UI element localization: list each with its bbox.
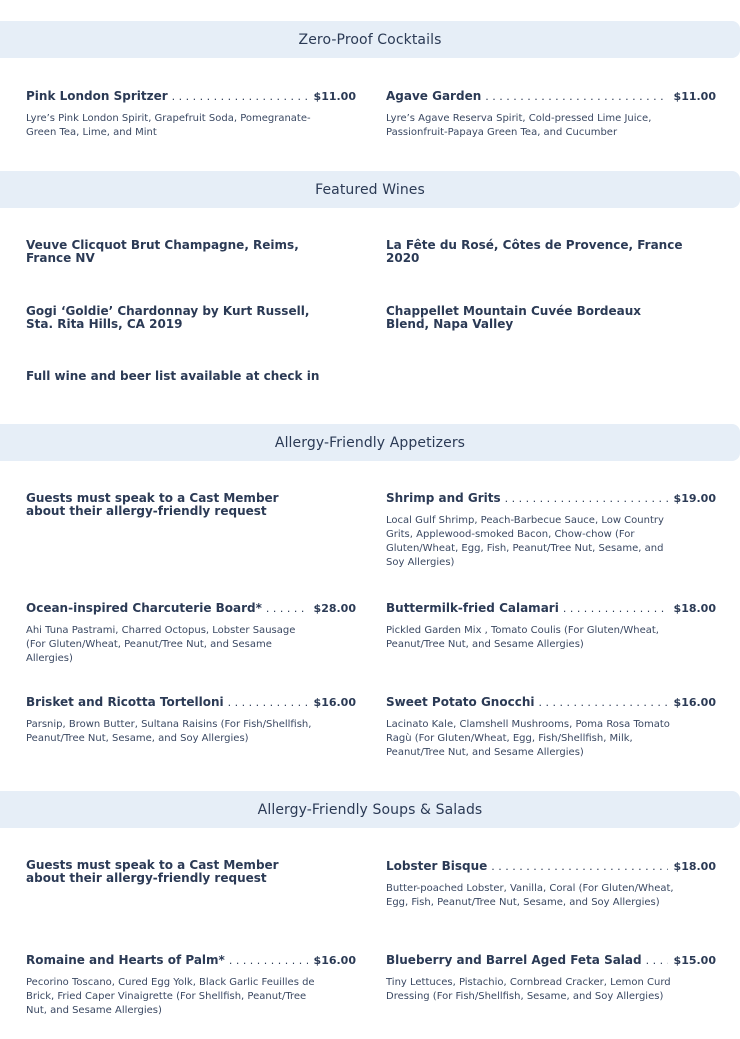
item-name: Lobster Bisque bbox=[386, 859, 488, 873]
menu-item bbox=[386, 601, 716, 652]
menu-item bbox=[386, 859, 716, 910]
menu-item bbox=[26, 89, 356, 140]
item-description: Parsnip, Brown Butter, Sultana Raisins (For Fish/Shellfish, Peanut/Tree Nut, Sesame, and Soy Allergies) bbox=[26, 719, 312, 744]
menu-item bbox=[26, 953, 356, 1018]
item-description: Lacinato Kale, Clamshell Mushrooms, Poma Rosa Tomato Ragù (For Gluten/Wheat, Egg, Fish/Shellfish, Milk, Peanut/Tree Nut, and Sesame Allergies) bbox=[386, 719, 670, 758]
menu-item bbox=[386, 89, 716, 140]
wine-item: Veuve Clicquot Brut Champagne, Reims, France NV bbox=[26, 238, 299, 265]
item-name: Shrimp and Grits bbox=[386, 491, 501, 505]
item-price: $16.00 bbox=[673, 696, 716, 709]
item-name: Pink London Spritzer bbox=[26, 89, 168, 103]
menu-item bbox=[386, 953, 716, 1004]
item-name: Romaine and Hearts of Palm* bbox=[26, 953, 225, 967]
dot-leader bbox=[266, 602, 308, 615]
dot-leader bbox=[563, 602, 668, 615]
item-description: Butter-poached Lobster, Vanilla, Coral (For Gluten/Wheat, Egg, Fish, Peanut/Tree Nut, Sesame, and Soy Allergies) bbox=[386, 883, 674, 908]
allergy-note: Guests must speak to a Cast Member about their allergy-friendly request bbox=[26, 491, 279, 518]
item-description: Tiny Lettuces, Pistachio, Cornbread Cracker, Lemon Curd Dressing (For Fish/Shellfish, Sesame, and Soy Allergies) bbox=[386, 977, 671, 1002]
menu-item bbox=[386, 695, 716, 760]
item-price: $28.00 bbox=[313, 602, 356, 615]
dot-leader bbox=[229, 954, 308, 967]
item-name: Sweet Potato Gnocchi bbox=[386, 695, 535, 709]
item-description: Pecorino Toscano, Cured Egg Yolk, Black Garlic Feuilles de Brick, Fried Caper Vinaigrette (For Shellfish, Peanut/Tree Nut, and Sesame Allergies) bbox=[26, 977, 315, 1016]
item-price: $11.00 bbox=[673, 90, 716, 103]
wine-item: Gogi ‘Goldie’ Chardonnay by Kurt Russell, Sta. Rita Hills, CA 2019 bbox=[26, 304, 310, 331]
item-price: $16.00 bbox=[313, 954, 356, 967]
dot-leader bbox=[228, 696, 308, 709]
section-header-soups-salads bbox=[0, 791, 740, 828]
menu-item bbox=[386, 491, 716, 570]
item-name: Brisket and Ricotta Tortelloni bbox=[26, 695, 224, 709]
item-price: $18.00 bbox=[673, 860, 716, 873]
item-name: Buttermilk-fried Calamari bbox=[386, 601, 559, 615]
item-name: Ocean-inspired Charcuterie Board* bbox=[26, 601, 262, 615]
section-title: Zero-Proof Cocktails bbox=[298, 31, 442, 48]
item-price: $18.00 bbox=[673, 602, 716, 615]
dot-leader bbox=[646, 954, 668, 967]
menu-item bbox=[26, 601, 356, 666]
section-title: Featured Wines bbox=[315, 181, 425, 198]
item-name: Blueberry and Barrel Aged Feta Salad bbox=[386, 953, 642, 967]
wine-item: La Fête du Rosé, Côtes de Provence, France 2020 bbox=[386, 238, 683, 265]
dot-leader bbox=[491, 860, 667, 873]
section-header-zero-proof bbox=[0, 21, 740, 58]
wine-list-note: Full wine and beer list available at check in bbox=[26, 369, 320, 383]
item-description: Lyre’s Agave Reserva Spirit, Cold-pressed Lime Juice, Passionfruit-Papaya Green Tea, and Cucumber bbox=[386, 113, 652, 138]
section-title: Allergy-Friendly Soups & Salads bbox=[257, 801, 483, 818]
dot-leader bbox=[505, 492, 668, 505]
item-name: Agave Garden bbox=[386, 89, 482, 103]
dot-leader bbox=[172, 90, 308, 103]
menu-item bbox=[26, 695, 356, 746]
item-description: Local Gulf Shrimp, Peach-Barbecue Sauce, Low Country Grits, Applewood-smoked Bacon, Chow-chow (For Gluten/Wheat, Egg, Fish, Peanut/Tree Nut, Sesame, and Soy Allergies) bbox=[386, 515, 664, 568]
wine-item: Chappellet Mountain Cuvée Bordeaux Blend, Napa Valley bbox=[386, 304, 642, 331]
item-price: $15.00 bbox=[673, 954, 716, 967]
item-price: $11.00 bbox=[313, 90, 356, 103]
section-title: Allergy-Friendly Appetizers bbox=[274, 434, 466, 451]
item-price: $19.00 bbox=[673, 492, 716, 505]
item-description: Lyre’s Pink London Spirit, Grapefruit Soda, Pomegranate-Green Tea, Lime, and Mint bbox=[26, 113, 311, 138]
item-price: $16.00 bbox=[313, 696, 356, 709]
dot-leader bbox=[485, 90, 667, 103]
item-description: Ahi Tuna Pastrami, Charred Octopus, Lobster Sausage (For Gluten/Wheat, Peanut/Tree Nut, and Sesame Allergies) bbox=[26, 625, 296, 664]
dot-leader bbox=[538, 696, 667, 709]
section-header-wines bbox=[0, 171, 740, 208]
section-header-appetizers bbox=[0, 424, 740, 461]
allergy-note: Guests must speak to a Cast Member about their allergy-friendly request bbox=[26, 858, 279, 885]
item-description: Pickled Garden Mix , Tomato Coulis (For Gluten/Wheat, Peanut/Tree Nut, and Sesame Allergies) bbox=[386, 625, 659, 650]
